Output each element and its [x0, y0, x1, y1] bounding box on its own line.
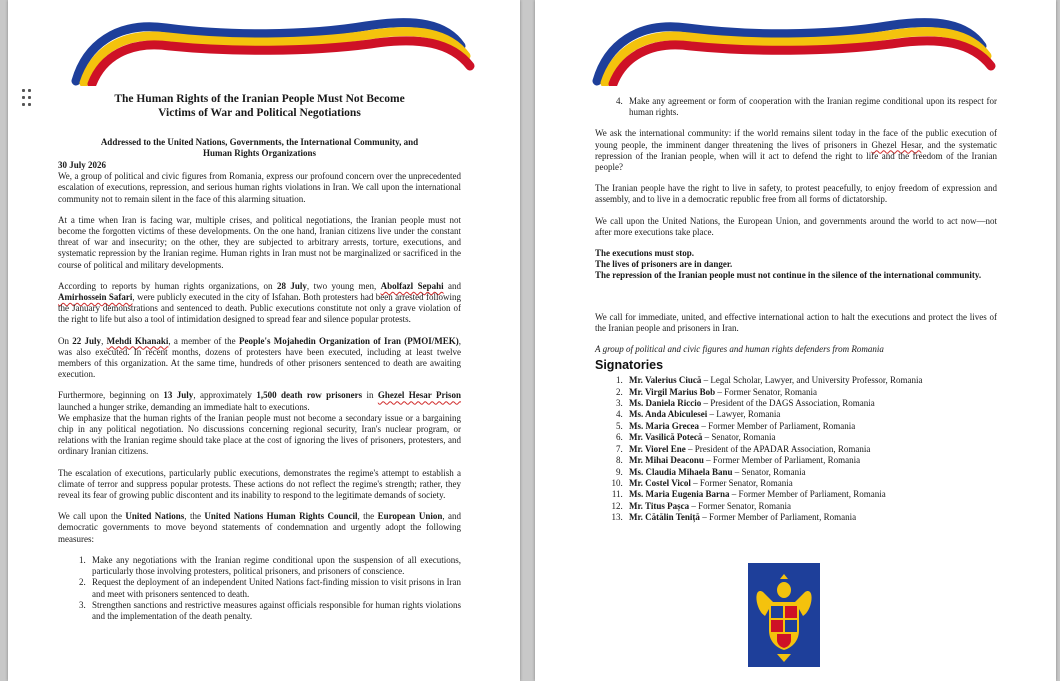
romania-coat-of-arms: [747, 562, 821, 668]
signatory-name: Mr. Virgil Marius Bob: [629, 386, 716, 397]
romania-flag-ribbon-right: [577, 6, 997, 86]
signatory-name: Mr. Cătălin Teniță: [629, 512, 700, 523]
signatory-name: Mr. Valerius Ciucă: [629, 375, 702, 386]
signatory-role: Former Member of Parliament, Romania: [738, 489, 886, 500]
drag-handle-icon[interactable]: [21, 88, 35, 108]
statement: The lives of prisoners are in danger.: [595, 259, 733, 270]
paragraph-rights: The Iranian people have the right to live in safety, to protest peacefully, to enjoy freedom of expression and assembly, and to live in a democratic republic free from all forms of dictatorship.: [595, 183, 997, 205]
list-item: 3. Strengthen sanctions and restrictive measures against officials responsible for human rights violations and the implementation of the death penalty.: [88, 600, 461, 622]
signatory-separator: –: [699, 420, 709, 431]
bold-org: United Nations Human Rights Council: [204, 511, 358, 522]
paragraph-4: [58, 336, 461, 381]
signatory-name: Mr. Viorel Ene: [629, 443, 686, 454]
text: , a member of the: [168, 335, 239, 346]
signatory-item: [625, 501, 997, 512]
signatory-role: Lawyer, Romania: [716, 409, 781, 420]
signatory-separator: –: [703, 455, 713, 466]
paragraph-question: [595, 128, 997, 173]
bold-org: People's Mojahedin Organization of Iran (PMOI/MEK): [238, 335, 459, 346]
signatory-separator: –: [729, 489, 739, 500]
measures-list-continued: [595, 96, 997, 118]
signatory-item: [625, 421, 997, 432]
text: We emphasize that the human rights of the Iranian people must not become a secondary issue or a bargaining chip in any political negotiation. No discussions concerning regional security, Iran's nuclear program, or relations with the Iranian regime should take place at the cost of ignoring the lives of prisoners, protesters, and ordinary Iranian citizens.: [58, 412, 461, 457]
text: On: [58, 335, 73, 346]
signatory-role: Former Member of Parliament, Romania: [708, 420, 856, 431]
text: , and the systematic repression of the Iranian people, when will it act to defend the right to life and the freedom of the Iranian people?: [595, 139, 997, 173]
text: , was also executed. In recent months, dozens of protesters have been executed, including at least twelve members of this organization. At the same time, hundreds of other prisoners sentenced to death are awaiting execution.: [58, 335, 462, 380]
paragraph-2: At a time when Iran is facing war, multiple crises, and political negotiations, the Iranian people must not become the forgotten victims of these developments. On the one hand, Iranian citizens live under the constant threat of war and insecurity; on the other, they are subjected to arbitrary arrests, torture, executions, and systematic repression by the Iranian regime. Human rights in Iran must not be marginalized or sacrificed in the course of political and military developments.: [58, 214, 461, 270]
list-item: 1. Make any negotiations with the Iranian regime conditional upon the suspension of all executions, particularly those involving protesters, political prisoners, and prisoners of conscience.: [88, 555, 461, 577]
signatory-item: [625, 455, 997, 466]
group-note: A group of political and civic figures and human rights defenders from Romania: [595, 344, 884, 355]
signatory-item: [625, 512, 997, 523]
document-page-right: [535, 0, 1056, 681]
signatory-name: Ms. Anda Abiculesei: [629, 409, 708, 420]
text: We call upon the: [58, 511, 126, 522]
bold-date: 28 July: [276, 280, 307, 291]
bold-date: 13 July: [163, 390, 194, 401]
signatory-item: [625, 409, 997, 420]
signatory-item: [625, 432, 997, 443]
text: , the: [357, 511, 378, 522]
signatory-role: Senator, Romania: [741, 466, 806, 477]
paragraph-3: [58, 281, 461, 326]
signatory-item: [625, 387, 997, 398]
signatory-name: Ms. Maria Grecea: [629, 420, 700, 431]
signatory-separator: –: [701, 398, 711, 409]
bold-name: Amirhossein Safari: [58, 292, 133, 303]
signatory-role: Former Member of Parliament, Romania: [708, 512, 857, 523]
signatory-role: President of the APADAR Association, Romania: [694, 443, 871, 454]
text: , the: [184, 511, 205, 522]
signatories-heading: Signatories: [595, 358, 664, 373]
signatory-separator: –: [699, 512, 709, 523]
signatory-separator: –: [689, 500, 699, 511]
bold-prison: Ghezel Hesar Prison: [377, 390, 461, 401]
bold-org: United Nations: [125, 511, 185, 522]
text: launched a hunger strike, demanding an immediate halt to executions.: [58, 401, 310, 412]
bold-name: Abolfazl Sepahi: [380, 280, 444, 291]
document-page-left: [8, 0, 520, 681]
signatory-item: [625, 489, 997, 500]
list-item: 2. Request the deployment of an independent United Nations fact-finding mission to visit prisons in Iran and meet with prisoners sentenced to death.: [88, 577, 461, 599]
title-line-2: Victims of War and Political Negotiations: [158, 107, 361, 119]
text: in: [362, 390, 378, 401]
paragraph-action: We call for immediate, united, and effective international action to halt the executions and protect the lives of the Iranian people and prisoners in Iran.: [595, 311, 997, 333]
signatory-separator: –: [702, 432, 712, 443]
signatory-role: President of the DAGS Association, Romania: [710, 398, 875, 409]
paragraph-7: [58, 511, 461, 545]
bold-name: Mehdi Khanaki: [106, 335, 169, 346]
signatory-separator: –: [715, 386, 725, 397]
signatory-separator: –: [701, 375, 711, 386]
bold-statements: [595, 248, 997, 282]
text: , and democratic governments to move beyond statements of condemnation and urgently adopt the following measures:: [58, 511, 461, 544]
signatory-separator: –: [690, 477, 700, 488]
bold-date: 22 July: [72, 335, 102, 346]
title-line-1: The Human Rights of the Iranian People Must Not Become: [114, 93, 405, 105]
signatory-name: Mr. Mihai Deaconu: [629, 455, 704, 466]
document-subtitle: Addressed to the United Nations, Governments, the International Community, and Human Rights Organizations: [100, 137, 419, 158]
right-page-content: [595, 96, 997, 524]
text: , were publicly executed in the city of Isfahan. Both protesters had been arrested following the January demonstrations and sentenced to death. Public executions constitute not only a grave violation of the right to life but also a tool of intimidation designed to spread fear and silence popular protests.: [58, 292, 462, 325]
text: According to reports by human rights organizations, on: [58, 280, 277, 291]
signatory-name: Ms. Daniela Riccio: [629, 398, 702, 409]
signatory-separator: –: [685, 443, 695, 454]
signatory-name: Mr. Costel Vicol: [629, 477, 691, 488]
measures-list: [58, 555, 461, 622]
text: , two young men,: [306, 280, 381, 291]
signatory-role: Former Senator, Romania: [699, 477, 793, 488]
signatory-role: Former Senator, Romania: [698, 500, 791, 511]
signatory-role: Former Member of Parliament, Romania: [712, 455, 861, 466]
signatory-separator: –: [732, 466, 742, 477]
text: ,: [101, 335, 107, 346]
document-title: [58, 92, 461, 120]
paragraph-6: The escalation of executions, particularly public executions, demonstrates the regime's attempt to establish a climate of terror and suppress popular protests. These actions do not reflect the regime's strength; rather, they reveal its fear of growing public discontent and its inability to respond to the legitimate demands of society.: [58, 467, 461, 501]
document-date: 30 July 2026: [58, 160, 107, 170]
list-item: 4. Make any agreement or form of cooperation with the Iranian regime conditional upon its respect for human rights.: [625, 96, 997, 118]
statement: The repression of the Iranian people must not continue in the silence of the international community.: [595, 270, 982, 281]
paragraph-1: We, a group of political and civic figures from Romania, express our profound concern over the unprecedented escalation of executions, repression, and serious human rights violations in Iran. We call upon the international community not to remain silent in the face of this alarming situation.: [58, 171, 461, 204]
romania-flag-ribbon-left: [56, 6, 476, 86]
signatory-role: Senator, Romania: [711, 432, 776, 443]
signatory-item: [625, 467, 997, 478]
signatory-item: [625, 478, 997, 489]
signatory-separator: –: [707, 409, 717, 420]
bold-count: 1,500 death row prisoners: [256, 390, 363, 401]
prison-name: Ghezel Hesar: [871, 139, 922, 150]
paragraph-call: We call upon the United Nations, the European Union, and governments around the world to act now—not after more executions take place.: [595, 215, 997, 237]
signatory-role: Legal Scholar, Lawyer, and University Professor, Romania: [710, 375, 923, 386]
statement: The executions must stop.: [595, 248, 695, 259]
text: We ask the international community: if the world remains silent today in the face of the public execution of young people, the imminent danger threatening the lives of prisoners in: [595, 128, 997, 150]
signatory-item: [625, 398, 997, 409]
text: , approximately: [193, 390, 257, 401]
bold-org: European Union: [377, 511, 443, 522]
text: Furthermore, beginning on: [58, 390, 164, 401]
signatory-name: Mr. Titus Pașca: [629, 500, 690, 511]
signatory-role: Former Senator, Romania: [724, 386, 818, 397]
text: and: [443, 280, 462, 291]
signatory-name: Ms. Claudia Mihaela Banu: [629, 466, 733, 477]
signatory-name: Ms. Maria Eugenia Barna: [629, 489, 730, 500]
paragraph-5: [58, 390, 461, 457]
left-page-content: [58, 92, 461, 622]
signatories-list: [595, 375, 997, 523]
signatory-name: Mr. Vasilică Potecă: [629, 432, 703, 443]
signatory-item: [625, 375, 997, 386]
signatory-item: [625, 444, 997, 455]
